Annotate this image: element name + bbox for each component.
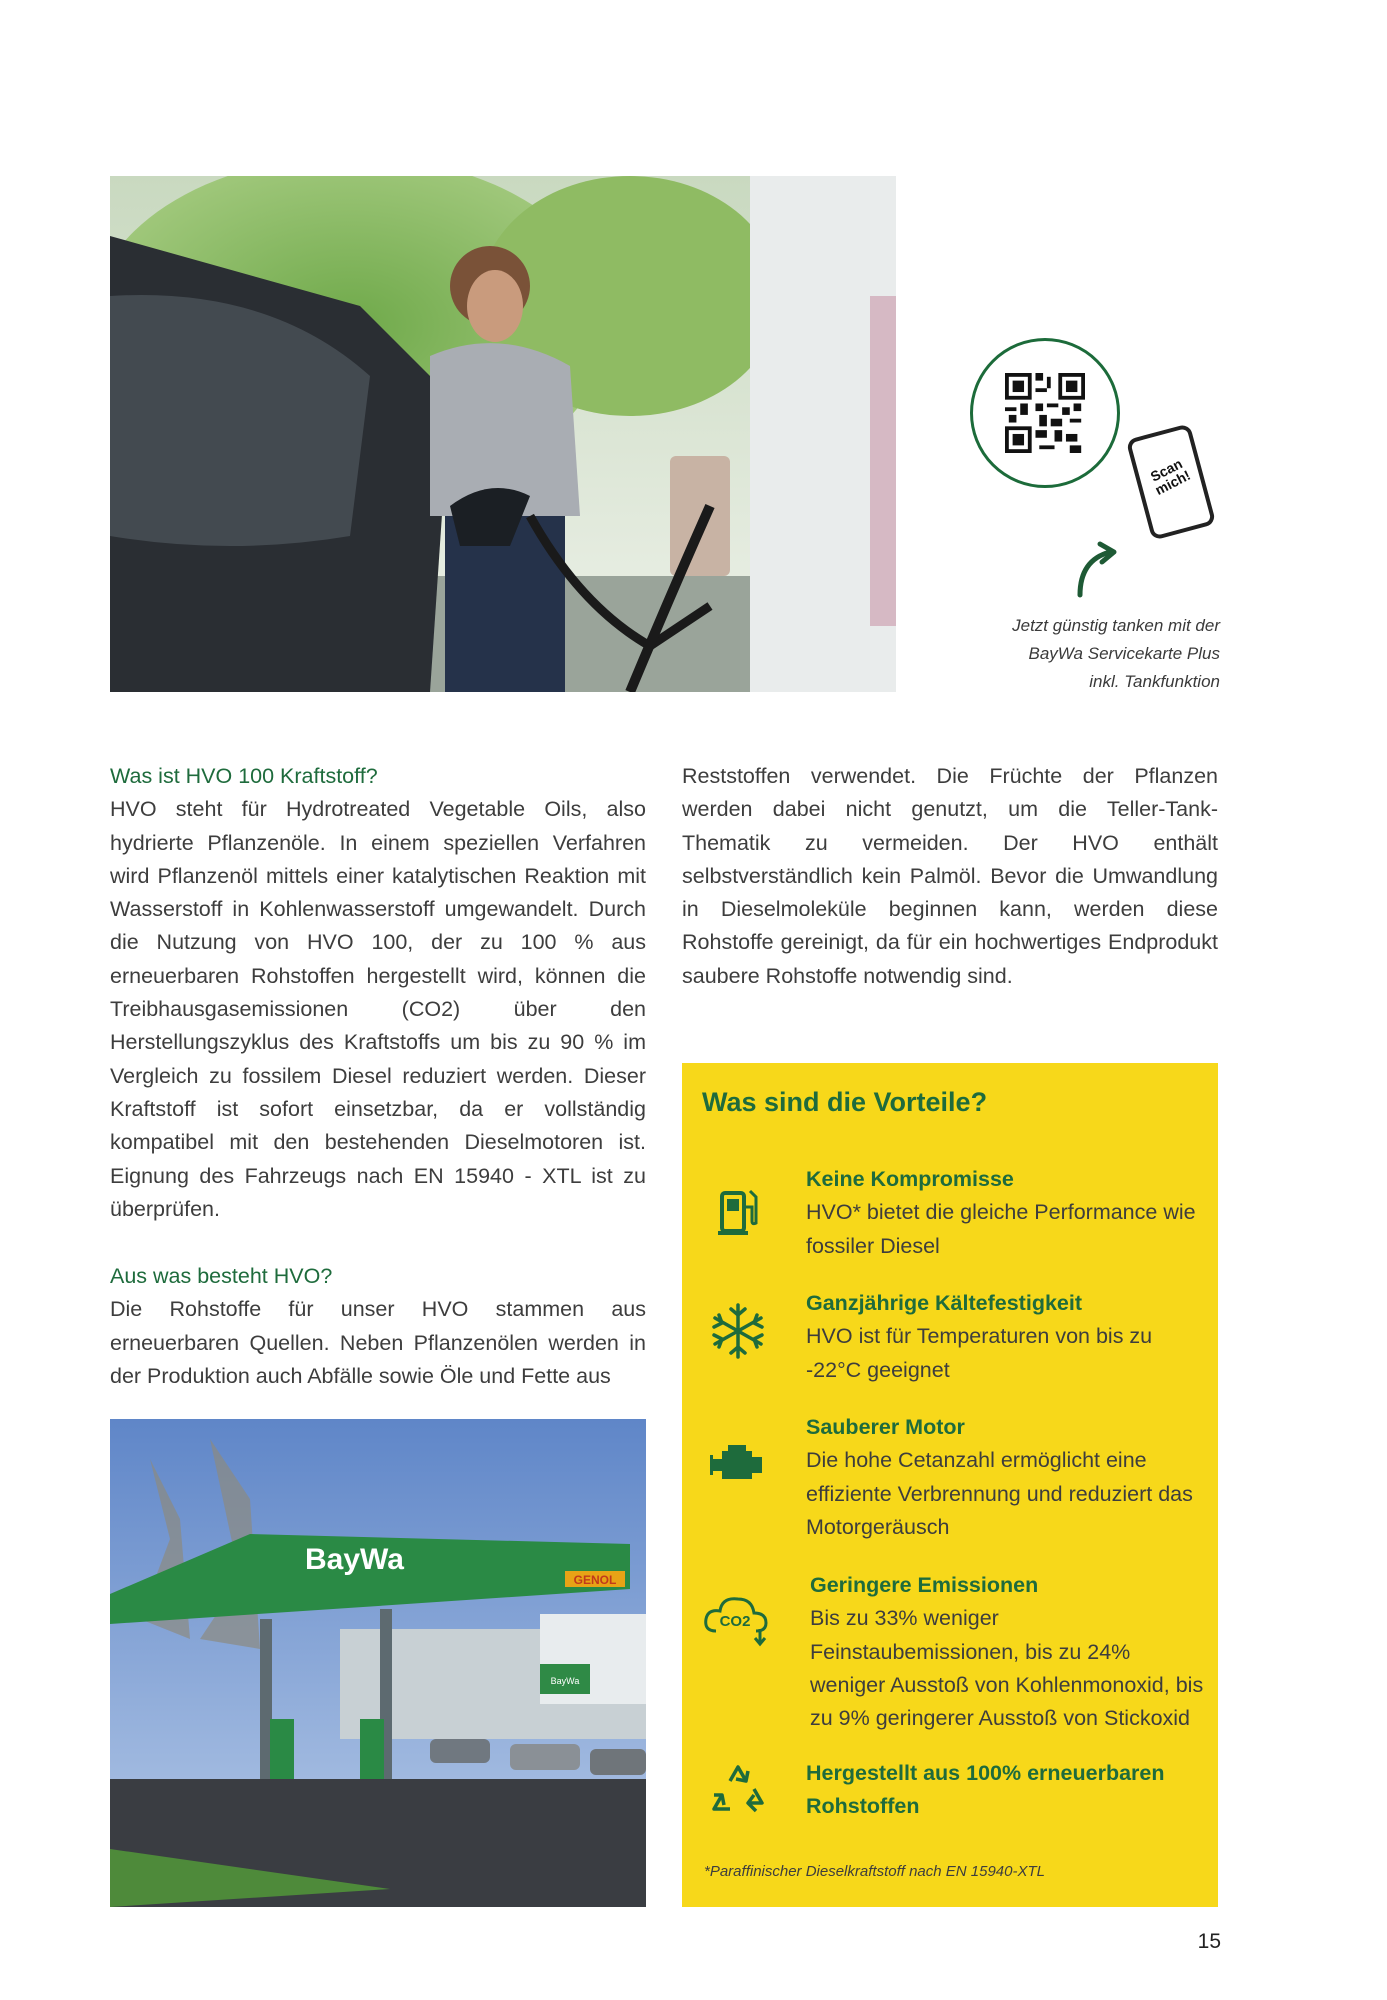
benefit-description: Bis zu 33% weniger Feinstaubemissionen, bis zu 24% weniger Ausstoß von Kohlenmonoxid, bis zu 9% geringerer Ausstoß von Stickoxid <box>810 1606 1204 1731</box>
benefit-text <box>806 1757 1206 1824</box>
benefit-title: Sauberer Motor <box>806 1415 965 1439</box>
recycle-icon <box>708 1759 768 1819</box>
benefit-text <box>806 1287 1206 1387</box>
scan-label: Scan mich! <box>1147 455 1193 499</box>
benefit-description: HVO ist für Temperaturen von bis zu -22°C geeignet <box>806 1324 1153 1382</box>
arrow-up-right-icon <box>1070 540 1120 600</box>
qr-caption-line: BayWa Servicekarte Plus <box>1028 644 1220 663</box>
qr-code-icon[interactable] <box>1005 373 1085 453</box>
section-body-composition-continued: Reststoffen verwendet. Die Früchte der Pflanzen werden dabei nicht genutzt, um die Teller-Tank-Thematik zu vermeiden. Der HVO enthält selbstverständlich kein Palmöl. Bevor die Umwandlung in Dieselmoleküle beginnen kann, werden diese Rohstoffe gereinigt, da für ein hochwertiges Endprodukt saubere Rohstoffe notwendig sind. <box>682 764 1218 988</box>
building-sign-text: BayWa <box>550 1676 580 1686</box>
engine-icon <box>708 1433 768 1493</box>
benefit-title: Ganzjährige Kältefestigkeit <box>806 1291 1082 1315</box>
benefits-title: Was sind die Vorteile? <box>702 1087 988 1117</box>
benefit-title: Keine Kompromisse <box>806 1167 1014 1191</box>
co2-label: CO2 <box>719 1613 751 1630</box>
qr-caption-line: Jetzt günstig tanken mit der <box>1012 616 1220 635</box>
footnote: *Paraffinischer Dieselkraftstoff nach EN 15940-XTL <box>704 1863 1045 1880</box>
benefit-title: Hergestellt aus 100% erneuerbaren Rohstoffen <box>806 1761 1165 1819</box>
benefit-description: Die hohe Cetanzahl ermöglicht eine effiziente Verbrennung und reduziert das Motorgeräusch <box>806 1448 1193 1539</box>
section-body-composition: Die Rohstoffe für unser HVO stammen aus erneuerbaren Quellen. Neben Pflanzenölen werden in der Produktion auch Abfälle sowie Öle und Fette aus <box>110 1297 646 1389</box>
benefits-box <box>682 1063 1218 1907</box>
right-column <box>682 760 1218 993</box>
canopy-brand-text: BayWa <box>305 1543 404 1576</box>
section-body-what-is-hvo: HVO steht für Hydrotreated Vegetable Oils, also hydrierte Pflanzenöle. In einem speziellen Verfahren wird Pflanzenöl mittels einer katalytischen Reaktion mit Wasserstoff in Kohlenwasserstoff umgewandelt. Durch die Nutzung von HVO 100, der zu 100 % aus erneuerbaren Rohstoffen hergestellt wird, können die Treibhausgasemissionen (CO2) über den Herstellungszyklus des Kraftstoffs um bis zu 90 % im Vergleich zu fossilem Diesel reduziert werden. Dieser Kraftstoff ist sofort einsetzbar, da er vollständig kompatibel mit den bestehenden Dieselmotoren ist. Eignung des Fahrzeugs nach EN 15940 - XTL ist zu überprüfen. <box>110 797 646 1221</box>
benefit-text <box>806 1411 1206 1544</box>
benefit-text <box>810 1569 1210 1735</box>
benefit-description: HVO* bietet die gleiche Performance wie fossiler Diesel <box>806 1200 1196 1258</box>
section-heading-composition: Aus was besteht HVO? <box>110 1264 333 1289</box>
section-heading-what-is-hvo: Was ist HVO 100 Kraftstoff? <box>110 764 378 788</box>
qr-caption <box>940 612 1220 696</box>
phone-icon <box>1126 423 1217 541</box>
qr-circle <box>970 338 1120 488</box>
baywa-station-photo <box>110 1419 646 1907</box>
benefit-text <box>806 1163 1206 1263</box>
qr-caption-line: inkl. Tankfunktion <box>1089 672 1220 691</box>
fuel-pump-icon <box>708 1181 768 1241</box>
benefit-title: Geringere Emissionen <box>810 1573 1039 1597</box>
refueling-photo <box>110 176 896 692</box>
co2-cloud-icon <box>702 1589 772 1649</box>
canopy-fuel-text: GENOL <box>573 1573 617 1587</box>
left-column <box>110 760 646 1393</box>
page-number: 15 <box>1197 1930 1221 1953</box>
snowflake-icon <box>708 1301 768 1361</box>
